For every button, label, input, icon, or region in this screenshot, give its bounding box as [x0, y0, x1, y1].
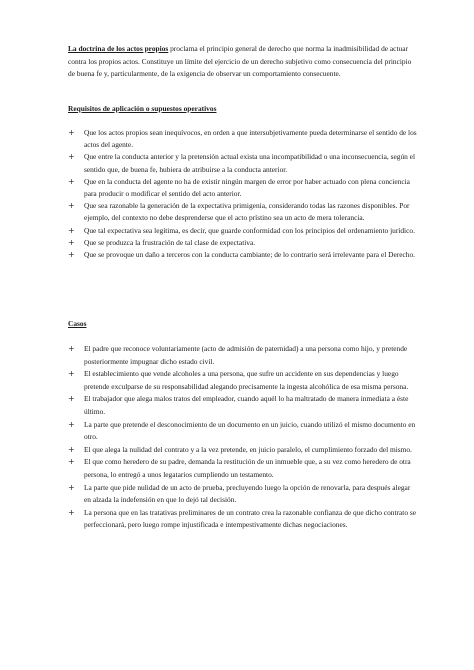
- list-item-text: Que los actos propios sean inequívocos, en orden a que intersubjetivamente pueda determinarse el sentido de los actos del agente.: [84, 128, 417, 150]
- plus-icon: +: [68, 128, 75, 137]
- list-item-text: El establecimiento que vende alcoholes a una persona, que sufre un accidente en sus dependencias y luego pretende exculparse de su responsabilidad alegando precisamente la ingesta alcohólica de esa misma persona.: [84, 369, 409, 391]
- intro-paragraph: [68, 43, 418, 81]
- list-item: [68, 419, 418, 444]
- cases-list: [68, 343, 418, 532]
- list-item: [68, 482, 418, 507]
- cases-heading: Casos: [68, 319, 87, 328]
- plus-icon: +: [68, 237, 75, 247]
- list-item: [68, 151, 418, 175]
- list-item-text: Que sea razonable la generación de la expectativa primigenia, considerando todas las razones disponibles. Por ejemplo, del contexto no debe desprenderse que el acto prístino sea un acto de mera tolerancia.: [84, 201, 410, 223]
- list-item-text: La parte que pide nulidad de un acto de prueba, precluyendo luego la opción de renovarla, para después alegar en alzada la indefensión en que lo dejó tal decisión.: [84, 482, 411, 505]
- plus-icon: +: [68, 201, 75, 211]
- plus-icon: +: [68, 152, 75, 162]
- plus-icon: +: [68, 482, 75, 492]
- plus-icon: +: [68, 419, 75, 429]
- list-item-text: Que entre la conducta anterior y la pretensión actual exista una incompatibilidad o una inconsecuencia, según el sentido que, de buena fe, hubiera de atribuirse a la conducta anterior.: [84, 152, 416, 174]
- plus-icon: +: [68, 457, 75, 467]
- list-item-text: La persona que en las tratativas preliminares de un contrato crea la razonable confianza de que dicho contrato se perfeccionará, pero luego rompe injustificada e intempestivamente dichas negociaciones.: [84, 507, 417, 530]
- plus-icon: +: [68, 225, 75, 235]
- list-item: [68, 249, 418, 261]
- intro-lead: La doctrina de los actos propios: [68, 44, 169, 53]
- list-item-text: El que como heredero de su padre, demanda la restitución de un inmueble que, a su vez como heredero de otra persona, lo entregó a unos legatarios cumpliendo un testamento.: [84, 457, 411, 479]
- list-item: [68, 444, 418, 457]
- plus-icon: +: [68, 369, 75, 379]
- list-item: [68, 225, 418, 237]
- plus-icon: +: [68, 394, 75, 404]
- list-item-text: Que se provoque un daño a terceros con la conducta cambiante; de lo contrario será irrelevante para el Derecho.: [84, 250, 415, 260]
- list-item: [68, 176, 418, 200]
- list-item: [68, 200, 418, 224]
- plus-icon: +: [68, 344, 75, 353]
- list-item-text: El que alega la nulidad del contrato y a la vez pretende, en juicio paralelo, el cumplimiento forzado del mismo.: [84, 444, 412, 454]
- list-item-text: El trabajador que alega malos tratos del empleador, cuando aquél lo ha maltratado de manera inmediata a éste último.: [84, 394, 409, 416]
- list-item-text: Que se produzca la frustración de tal clase de expectativa.: [84, 237, 256, 247]
- plus-icon: +: [68, 176, 75, 186]
- list-item: [68, 127, 418, 151]
- list-item-text: Que en la conducta del agente no ha de existir ningún margen de error por haber actuado con plena conciencia para producir o modificar el sentido del acto anterior.: [84, 176, 410, 199]
- list-item: [68, 456, 418, 481]
- requirements-heading: Requisitos de aplicación o supuestos operativos: [68, 104, 217, 113]
- requirements-list: [68, 127, 418, 261]
- list-item-text: Que tal expectativa sea legítima, es decir, que guarde conformidad con los principios del ordenamiento jurídico.: [84, 225, 415, 235]
- intro-text: proclama el principio general de derecho que norma la inadmisibilidad de actuar contra los propios actos. Constituye un límite del ejercicio de un derecho subjetivo como consecuencia del principio de buena fe y, particularmente, de la exigencia de observar un comportamiento consecuente.: [68, 44, 412, 79]
- list-item: [68, 343, 418, 368]
- list-item-text: El padre que reconoce voluntariamente (acto de admisión de paternidad) a una persona como hijo, y pretende posteriormente impugnar dicho estado civil.: [84, 344, 408, 366]
- list-item: [68, 507, 418, 532]
- plus-icon: +: [68, 250, 75, 260]
- list-item: [68, 237, 418, 249]
- plus-icon: +: [68, 444, 75, 454]
- list-item: [68, 393, 418, 418]
- list-item-text: La parte que pretende el desconocimiento de un documento en un juicio, cuando utilizó el mismo documento en otro.: [84, 419, 416, 442]
- list-item: [68, 368, 418, 393]
- plus-icon: +: [68, 507, 75, 517]
